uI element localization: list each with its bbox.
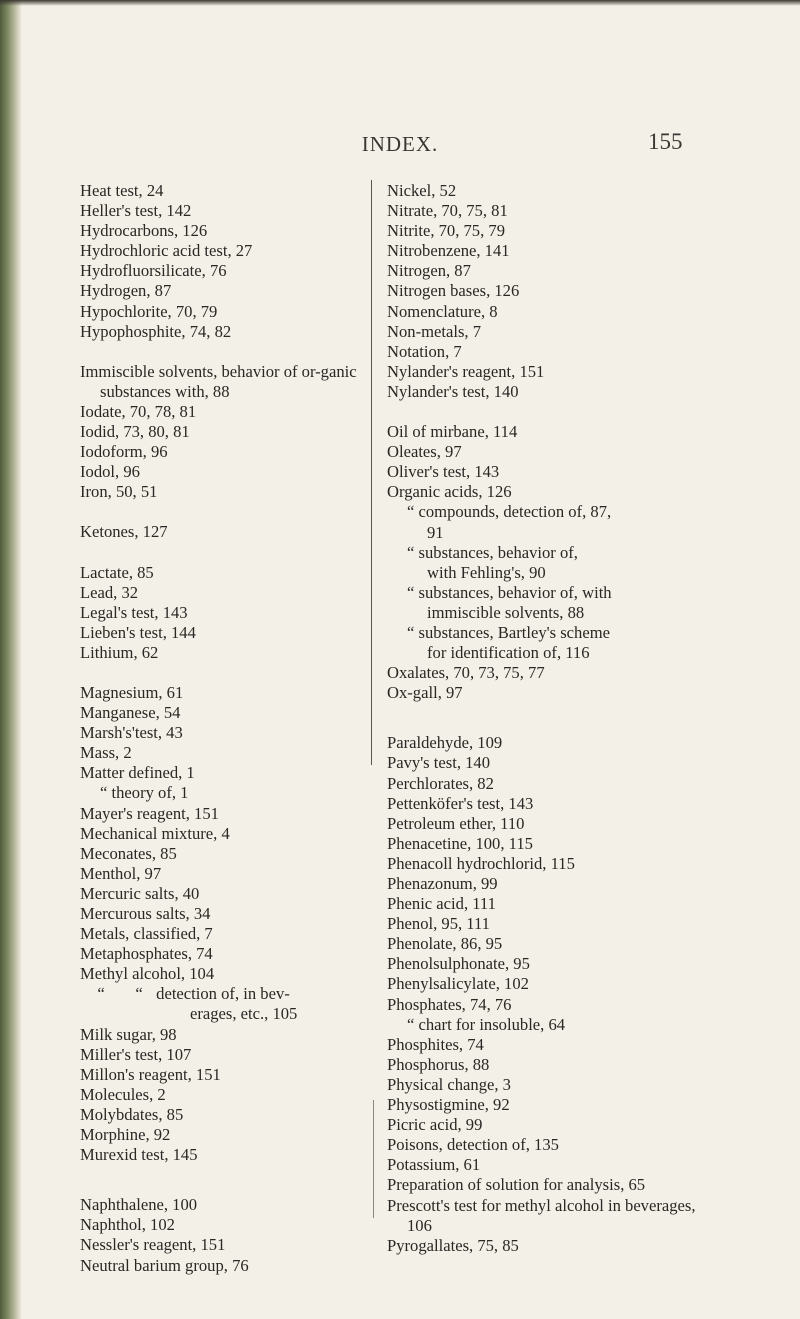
index-entry: Preparation of solution for analysis, 65 <box>387 1175 646 1195</box>
index-entry: Iodate, 70, 78, 81 <box>80 401 197 421</box>
index-entry: Nylander's test, 140 <box>387 381 519 401</box>
index-group-i <box>80 362 372 503</box>
index-entry: Metaphosphates, 74 <box>80 944 213 964</box>
index-entry: Nitrogen bases, 126 <box>387 281 520 301</box>
index-entry: Oleates, 97 <box>387 442 462 462</box>
index-entry: Heller's test, 142 <box>80 201 192 221</box>
index-subentry: “ substances, behavior of, with <box>407 582 612 602</box>
index-entry: Iodoform, 96 <box>80 442 168 462</box>
index-entry: Heat test, 24 <box>80 181 164 200</box>
index-group-l <box>80 563 372 663</box>
index-entry: Nickel, 52 <box>387 181 457 200</box>
index-entry: Lieben's test, 144 <box>80 622 196 642</box>
index-entry: Manganese, 54 <box>80 703 181 723</box>
index-entry: Phenacetine, 100, 115 <box>387 833 533 853</box>
index-entry: Lithium, 62 <box>80 642 159 662</box>
index-subentry: “ substances, behavior of, <box>407 542 578 562</box>
scan-top-shadow <box>0 0 800 6</box>
page-number: 155 <box>648 129 683 154</box>
index-group-m <box>80 683 372 1165</box>
index-entry: Phenazonum, 99 <box>387 874 498 893</box>
index-entry: Neutral barium group, 76 <box>80 1255 249 1275</box>
group-gap <box>80 543 372 563</box>
index-entry: Milk sugar, 98 <box>80 1024 177 1044</box>
index-entry: Prescott's test for methyl alcohol in beverages, 106 <box>387 1195 696 1235</box>
index-group-p <box>387 733 696 1255</box>
index-entry: Potassium, 61 <box>387 1155 481 1175</box>
index-entry: Non-metals, 7 <box>387 321 482 341</box>
group-gap <box>80 342 372 362</box>
group-gap <box>80 663 372 683</box>
index-group-n-right <box>387 181 689 402</box>
index-entry: Oxalates, 70, 73, 75, 77 <box>387 663 545 683</box>
index-subentry <box>80 984 372 1004</box>
index-entry: Pyrogallates, 75, 85 <box>387 1235 519 1255</box>
index-entry: Hydrofluorsilicate, 76 <box>80 261 227 281</box>
group-gap <box>80 502 372 522</box>
index-subentry: “ compounds, detection of, 87, <box>407 502 612 522</box>
index-entry: Poisons, detection of, 135 <box>387 1135 559 1155</box>
index-entry: Picric acid, 99 <box>387 1115 483 1135</box>
index-entry: Hydrochloric acid test, 27 <box>80 241 253 261</box>
index-entry: Physostigmine, 92 <box>387 1095 510 1115</box>
index-entry: Iodol, 96 <box>80 462 140 482</box>
index-entry: Nitrogen, 87 <box>387 261 471 281</box>
index-group-o <box>387 422 689 703</box>
index-entry: Nitrate, 70, 75, 81 <box>387 201 508 221</box>
index-entry: Nylander's reagent, 151 <box>387 361 545 381</box>
index-subentry-continuation: 91 <box>427 522 444 542</box>
index-entry: Phenolate, 86, 95 <box>387 934 503 954</box>
index-entry: Molybdates, 85 <box>80 1104 184 1124</box>
index-entry: Magnesium, 61 <box>80 682 184 702</box>
index-subentry-continuation: erages, etc., 105 <box>190 1004 298 1024</box>
index-entry: Methyl alcohol, 104 <box>80 964 215 984</box>
index-entry: Matter defined, 1 <box>80 763 195 783</box>
index-entry: Mercurous salts, 34 <box>80 904 211 923</box>
group-gap <box>387 402 689 422</box>
index-entry: Nitrite, 70, 75, 79 <box>387 221 505 241</box>
index-entry: Mass, 2 <box>80 743 132 763</box>
index-entry: Oil of mirbane, 114 <box>387 422 518 442</box>
subentry-text: detection of, in bev- <box>156 984 290 1004</box>
index-entry: Mayer's reagent, 151 <box>80 803 219 823</box>
index-entry: Naphthalene, 100 <box>80 1195 198 1215</box>
index-entry: Millon's reagent, 151 <box>80 1064 221 1084</box>
index-entry: Phenolsulphonate, 95 <box>387 954 530 974</box>
index-entry: Pavy's test, 140 <box>387 753 491 773</box>
index-entry: Morphine, 92 <box>80 1125 171 1145</box>
index-subentry: “ chart for insoluble, 64 <box>407 1014 566 1034</box>
index-subentry: “ theory of, 1 <box>100 783 189 803</box>
index-entry: Notation, 7 <box>387 341 462 361</box>
index-group-k <box>80 522 372 542</box>
index-column-left <box>80 181 372 1276</box>
column-divider-lower <box>373 1100 374 1218</box>
index-entry: Phenacoll hydrochlorid, 115 <box>387 853 575 873</box>
index-entry: Hypophosphite, 74, 82 <box>80 321 232 341</box>
index-entry: Ox-gall, 97 <box>387 683 463 703</box>
index-entry: Phenol, 95, 111 <box>387 914 490 934</box>
index-entry: Nessler's reagent, 151 <box>80 1235 226 1255</box>
index-entry: Pettenköfer's test, 143 <box>387 793 534 813</box>
index-entry: Phenic acid, 111 <box>387 894 496 914</box>
index-entry: Organic acids, 126 <box>387 482 512 502</box>
index-column-right <box>387 181 696 1256</box>
index-entry: Hypochlorite, 70, 79 <box>80 301 218 321</box>
index-entry: Mechanical mixture, 4 <box>80 823 230 843</box>
ditto-mark: “ <box>135 984 143 1004</box>
index-entry: Phenylsalicylate, 102 <box>387 974 529 994</box>
index-group-n-left <box>80 1195 372 1275</box>
index-entry: Molecules, 2 <box>80 1084 166 1104</box>
index-entry: Mercuric salts, 40 <box>80 883 200 903</box>
index-entry: Meconates, 85 <box>80 843 177 863</box>
index-subentry: “ substances, Bartley's scheme <box>407 622 610 642</box>
index-entry: Phosphorus, 88 <box>387 1054 490 1074</box>
index-subentry-continuation: with Fehling's, 90 <box>427 562 546 582</box>
index-entry: Phosphites, 74 <box>387 1034 484 1054</box>
index-entry: Miller's test, 107 <box>80 1044 192 1064</box>
index-entry: Marsh's'test, 43 <box>80 723 183 743</box>
index-entry: Metals, classified, 7 <box>80 924 213 944</box>
group-gap <box>387 703 689 733</box>
index-entry: Oliver's test, 143 <box>387 462 500 482</box>
index-entry: Murexid test, 145 <box>80 1145 198 1165</box>
index-entry: Nomenclature, 8 <box>387 301 498 321</box>
index-entry: Legal's test, 143 <box>80 602 188 622</box>
ditto-mark: “ <box>97 984 105 1004</box>
index-entry: Lead, 32 <box>80 582 139 602</box>
index-entry: Immiscible solvents, behavior of or-ganic substances with, 88 <box>80 361 357 401</box>
index-entry: Lactate, 85 <box>80 562 154 582</box>
index-entry: Iron, 50, 51 <box>80 482 158 502</box>
index-entry: Nitrobenzene, 141 <box>387 241 510 261</box>
index-entry: Iodid, 73, 80, 81 <box>80 422 190 442</box>
index-subentry-continuation: immiscible solvents, 88 <box>427 602 585 622</box>
index-entry: Hydrocarbons, 126 <box>80 221 208 241</box>
index-subentry-continuation: for identification of, 116 <box>427 643 590 663</box>
group-gap <box>80 1165 372 1195</box>
index-entry: Naphthol, 102 <box>80 1215 175 1235</box>
page-title: INDEX. <box>361 132 439 156</box>
index-group-h <box>80 181 372 342</box>
index-entry: Hydrogen, 87 <box>80 281 172 301</box>
index-entry: Perchlorates, 82 <box>387 773 494 793</box>
index-entry: Menthol, 97 <box>80 863 162 883</box>
index-entry: Paraldehyde, 109 <box>387 733 503 753</box>
index-entry: Phosphates, 74, 76 <box>387 994 512 1014</box>
index-entry: Petroleum ether, 110 <box>387 813 525 833</box>
index-entry: Physical change, 3 <box>387 1074 511 1094</box>
index-entry: Ketones, 127 <box>80 522 168 542</box>
scan-edge-shadow <box>0 0 22 1319</box>
